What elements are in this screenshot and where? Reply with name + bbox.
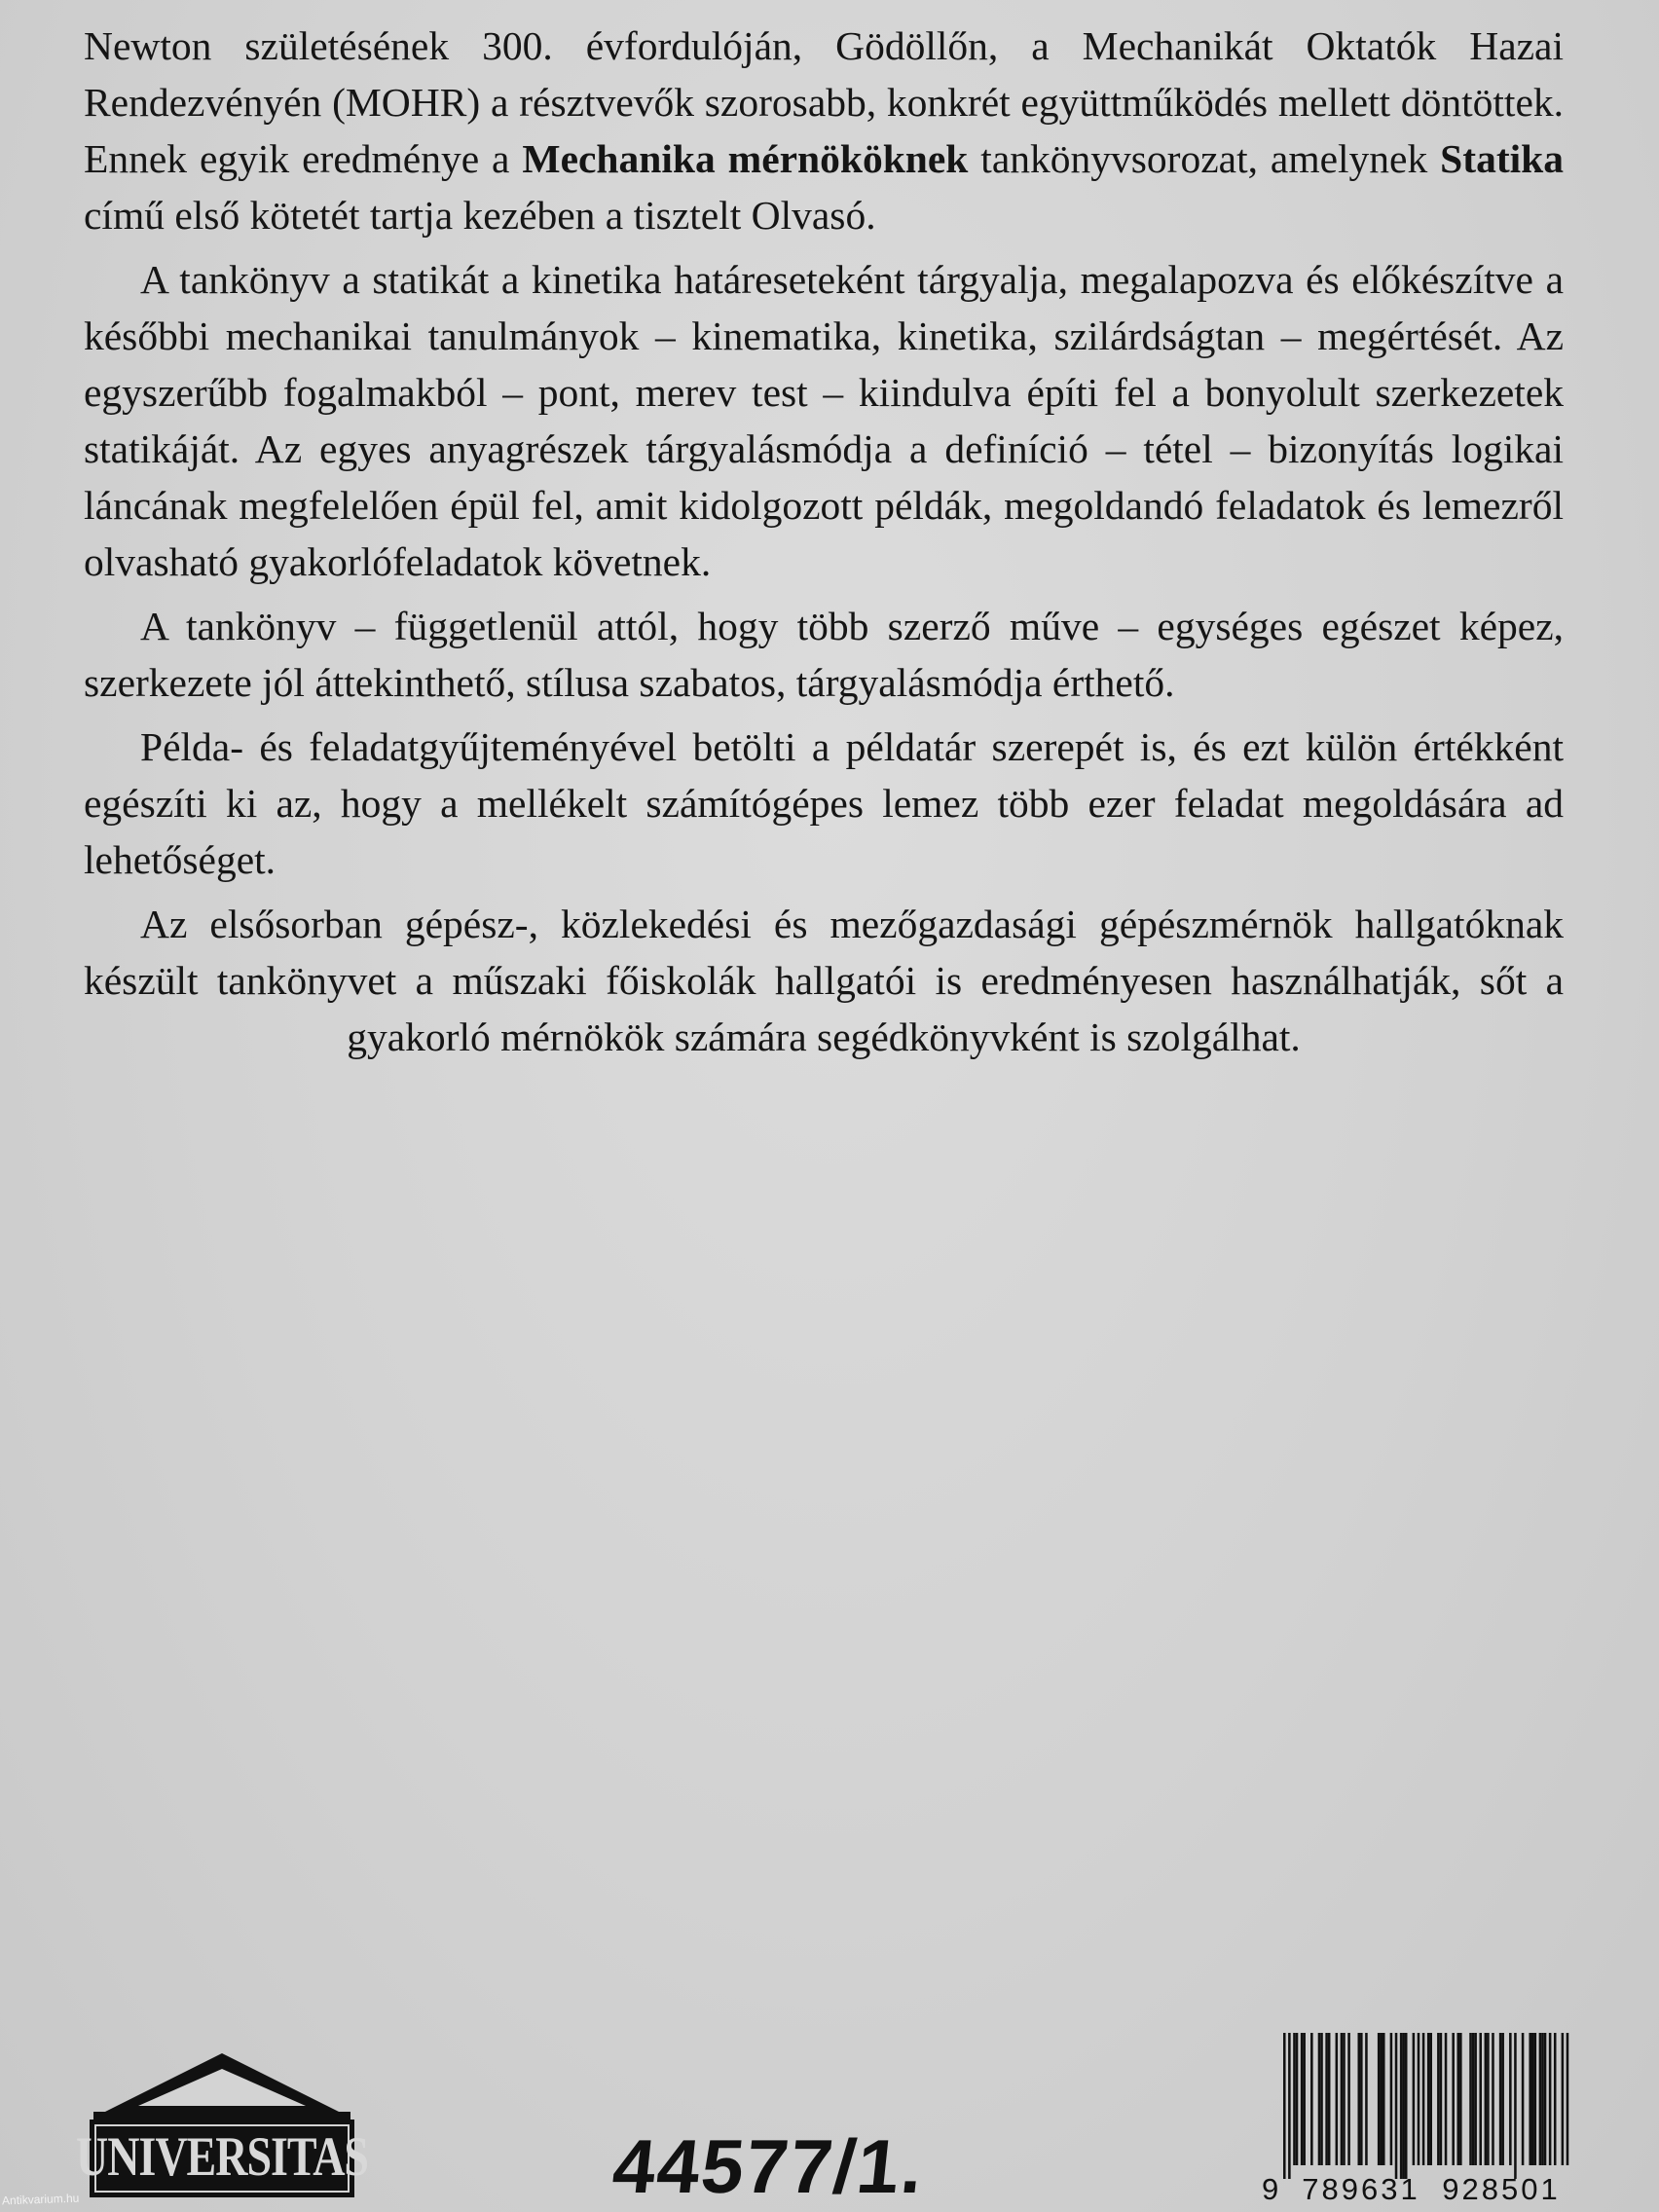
barcode-bar: [1509, 2033, 1512, 2165]
barcode-bar: [1293, 2033, 1296, 2165]
publisher-name: UNIVERSITAS: [75, 2124, 369, 2187]
barcode-bar: [1347, 2033, 1350, 2165]
barcode-bar: [1296, 2033, 1299, 2165]
intro-text-a: Newton születésének 300. évfordulóján, Gödöllőn, a Mechanikát Oktatók Hazai Rendezvényén (MOHR) a résztvevők szorosabb, konkrét együttműködés mellett döntöttek. Ennek egyik eredménye a: [84, 23, 1564, 181]
barcode-group-2: 928501: [1442, 2172, 1561, 2206]
barcode-bar: [1358, 2033, 1361, 2165]
barcode-bar: [1341, 2033, 1344, 2165]
paragraph-intro: [84, 18, 1564, 243]
barcode-bar: [1418, 2033, 1420, 2165]
barcode-bar: [1303, 2033, 1306, 2165]
barcode-bar: [1378, 2033, 1381, 2165]
publisher-logo: [75, 2049, 369, 2200]
barcode-bar: [1472, 2033, 1475, 2165]
barcode-bar: [1325, 2033, 1328, 2165]
intro-text-c: című első kötetét tartja kezében a tisztelt Olvasó.: [84, 193, 876, 238]
barcode-bar: [1437, 2033, 1440, 2165]
barcode-bar: [1400, 2033, 1403, 2179]
barcode-bars: [1262, 2033, 1573, 2179]
barcode-bar: [1365, 2033, 1368, 2165]
intro-text-b: tankönyvsorozat, amelynek: [968, 136, 1441, 181]
isbn-barcode: [1262, 2033, 1573, 2208]
barcode-bar: [1501, 2033, 1504, 2165]
barcode-bar: [1457, 2033, 1460, 2165]
barcode-bar: [1301, 2033, 1304, 2165]
barcode-bar: [1427, 2033, 1430, 2165]
barcode-bar: [1539, 2033, 1542, 2165]
barcode-bar: [1445, 2033, 1448, 2165]
barcode-bar: [1429, 2033, 1432, 2165]
barcode-bar: [1485, 2033, 1488, 2165]
barcode-bar: [1318, 2033, 1321, 2165]
volume-title: Statika: [1440, 136, 1565, 181]
barcode-bar: [1499, 2033, 1502, 2165]
barcode-bar: [1328, 2033, 1331, 2165]
back-cover-text: [84, 18, 1564, 1073]
series-title: Mechanika mérnököknek: [522, 136, 969, 181]
barcode-bar: [1405, 2033, 1408, 2179]
barcode-bar: [1487, 2033, 1490, 2165]
paragraph-unity: A tankönyv – függetlenül attól, hogy több szerző műve – egységes egészet képez, szerkezete jól áttekinthető, stílusa szabatos, tárgyalásmódja érthető.: [84, 604, 1564, 705]
barcode-bar: [1343, 2033, 1346, 2165]
barcode-bar: [1395, 2033, 1398, 2179]
barcode-bar: [1534, 2033, 1537, 2165]
barcode-bar: [1402, 2033, 1405, 2179]
paragraph-approach: A tankönyv a statikát a kinetika határeseteként tárgyalja, megalapozva és előkészítve a későbbi mechanikai tanulmányok – kinematika, kinetika, szilárdságtan – megértését. Az egyszerűbb fogalmakból – pont, merev test – kiindulva építi fel a bonyolult szerkezetek statikáját. Az egyes anyagrészek tárgyalásmódja a definíció – tétel – bizonyítás logikai láncának megfelelően épül fel, amit kidolgozott példák, megoldandó feladatok és lemezről olvasható gyakorlófeladatok követnek.: [84, 257, 1564, 584]
barcode-bar: [1422, 2033, 1425, 2165]
paragraph-exercises: Példa- és feladatgyűjteményével betölti a példatár szerepét is, és ezt külön értékként egészíti ki az, hogy a mellékelt számítógépes lemez több ezer feladat megoldására ad lehetőséget.: [84, 724, 1564, 882]
paragraph-audience: Az elsősorban gépész-, közlekedési és mezőgazdasági gépészmérnök hallgatóknak készült tankönyvet a műszaki főiskolák hallgatói is eredményesen használhatják, sőt a gyakorló mérnökök számára segédkönyvként is szolgálhat.: [84, 902, 1564, 1059]
barcode-bar: [1549, 2033, 1552, 2165]
barcode-bar: [1360, 2033, 1363, 2165]
catalog-number: 44577/1.: [608, 2123, 930, 2209]
barcode-group-1: 789631: [1302, 2172, 1420, 2206]
barcode-bar: [1541, 2033, 1544, 2165]
barcode-bar: [1320, 2033, 1323, 2165]
barcode-bar: [1283, 2033, 1286, 2179]
barcode-bar: [1514, 2033, 1517, 2179]
barcode-bar: [1567, 2033, 1569, 2165]
watermark-text: Antikvarium.hu: [1, 2191, 80, 2208]
barcode-bar: [1529, 2033, 1531, 2165]
barcode-bar: [1452, 2033, 1455, 2165]
barcode-first-digit: 9: [1262, 2172, 1279, 2206]
barcode-bar: [1522, 2033, 1525, 2165]
barcode-bar: [1531, 2033, 1534, 2165]
barcode-bar: [1562, 2033, 1565, 2165]
barcode-bar: [1479, 2033, 1482, 2165]
barcode-bar: [1459, 2033, 1462, 2165]
barcode-bar: [1544, 2033, 1547, 2165]
barcode-bar: [1310, 2033, 1313, 2165]
barcode-bar: [1288, 2033, 1291, 2179]
barcode-bar: [1380, 2033, 1382, 2165]
barcode-bar: [1336, 2033, 1339, 2165]
barcode-bar: [1492, 2033, 1494, 2165]
barcode-digits: [1262, 2164, 1573, 2207]
barcode-bar: [1469, 2033, 1472, 2165]
barcode-bar: [1390, 2033, 1393, 2165]
barcode-bar: [1382, 2033, 1385, 2165]
barcode-bar: [1554, 2033, 1557, 2165]
barcode-bar: [1440, 2033, 1443, 2165]
barcode-bar: [1474, 2033, 1477, 2165]
barcode-bar: [1413, 2033, 1416, 2165]
